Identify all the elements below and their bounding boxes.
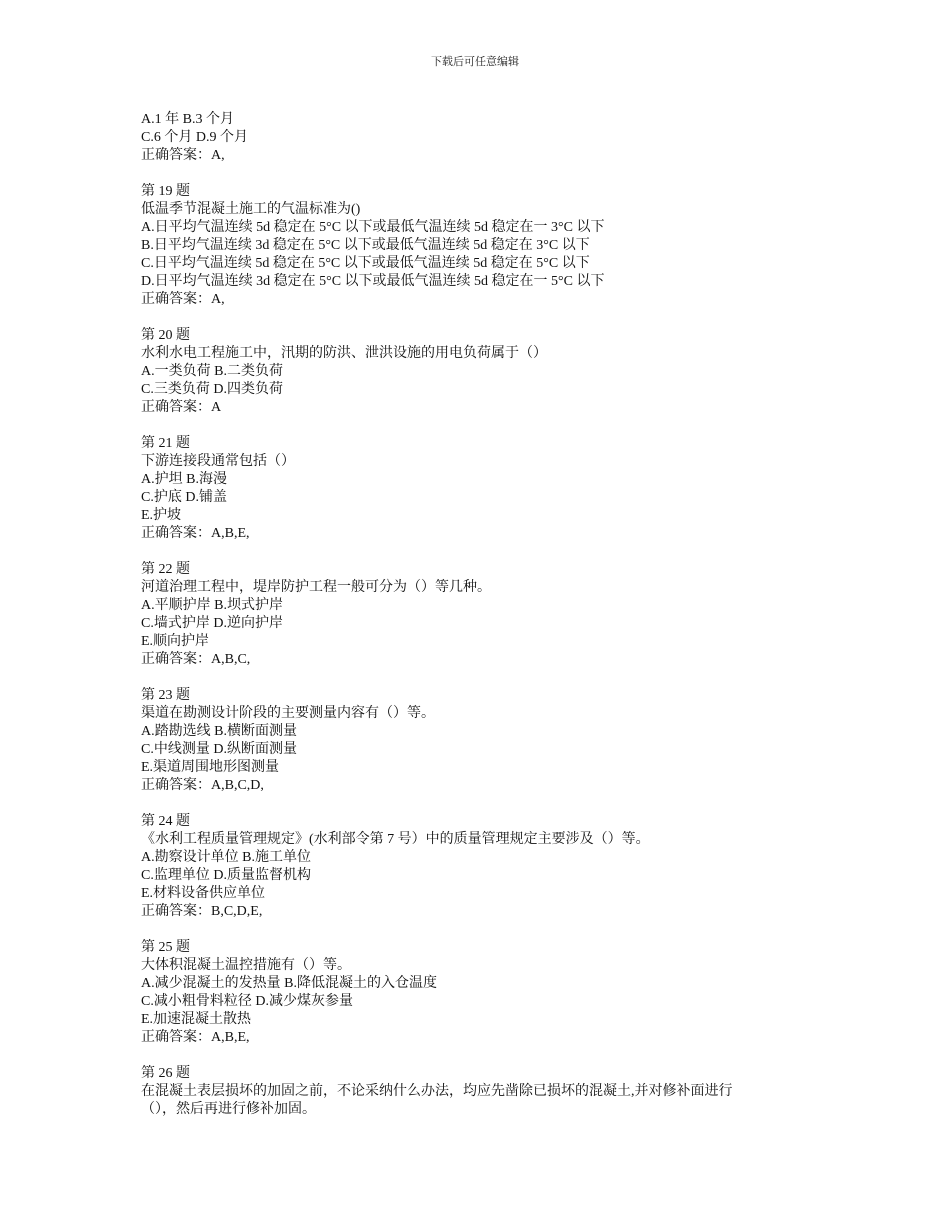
option-line: E.渠道周围地形图测量 bbox=[141, 760, 280, 775]
question-text: 大体积混凝土温控措施有（）等。 bbox=[141, 958, 351, 973]
question-block-20 bbox=[141, 327, 821, 417]
answer-line: 正确答案：A, bbox=[141, 148, 225, 163]
question-block-25 bbox=[141, 939, 821, 1047]
question-number: 第 23 题 bbox=[141, 688, 190, 703]
answer-line: 正确答案：A,B,E, bbox=[141, 1030, 250, 1045]
option-line: E.加速混凝土散热 bbox=[141, 1012, 252, 1027]
page-header: 下载后可任意编辑 bbox=[431, 56, 519, 68]
question-text-continued: （），然后再进行修补加固。 bbox=[141, 1102, 316, 1117]
option-line: A.减少混凝土的发热量 B.降低混凝土的入仓温度 bbox=[141, 976, 437, 991]
question-number: 第 21 题 bbox=[141, 436, 190, 451]
option-line: E.顺向护岸 bbox=[141, 634, 210, 649]
question-block-23 bbox=[141, 687, 821, 795]
option-line: A.一类负荷 B.二类负荷 bbox=[141, 364, 283, 379]
option-line: C.6 个月 D.9 个月 bbox=[141, 130, 248, 145]
question-text: 水利水电工程施工中，汛期的防洪、泄洪设施的用电负荷属于（） bbox=[141, 346, 547, 361]
option-line: A.勘察设计单位 B.施工单位 bbox=[141, 850, 311, 865]
question-block-21 bbox=[141, 435, 821, 543]
option-line: C.日平均气温连续 5d 稳定在 5°C 以下或最低气温连续 5d 稳定在 5°C 以下 bbox=[141, 256, 590, 271]
answer-line: 正确答案：B,C,D,E, bbox=[141, 904, 263, 919]
option-line: C.减小粗骨料粒径 D.减少煤灰参量 bbox=[141, 994, 353, 1009]
question-text: 下游连接段通常包括（） bbox=[141, 454, 295, 469]
question-number: 第 26 题 bbox=[141, 1066, 190, 1081]
question-number: 第 22 题 bbox=[141, 562, 190, 577]
option-line: B.日平均气温连续 3d 稳定在 5°C 以下或最低气温连续 5d 稳定在 3°C 以下 bbox=[141, 238, 590, 253]
option-line: C.三类负荷 D.四类负荷 bbox=[141, 382, 283, 397]
question-block-26 bbox=[141, 1065, 821, 1119]
option-line: C.墙式护岸 D.逆向护岸 bbox=[141, 616, 283, 631]
question-block-22 bbox=[141, 561, 821, 669]
answer-line: 正确答案：A, bbox=[141, 292, 225, 307]
option-line: E.材料设备供应单位 bbox=[141, 886, 266, 901]
question-text: 低温季节混凝土施工的气温标准为() bbox=[141, 202, 361, 217]
option-line: C.中线测量 D.纵断面测量 bbox=[141, 742, 297, 757]
option-line: C.监理单位 D.质量监督机构 bbox=[141, 868, 311, 883]
answer-line: 正确答案：A,B,C,D, bbox=[141, 778, 264, 793]
question-number: 第 25 题 bbox=[141, 940, 190, 955]
question-number: 第 24 题 bbox=[141, 814, 190, 829]
option-line: D.日平均气温连续 3d 稳定在 5°C 以下或最低气温连续 5d 稳定在一 5°C 以下 bbox=[141, 274, 605, 289]
option-line: E.护坡 bbox=[141, 508, 182, 523]
question-block-18-options bbox=[141, 111, 821, 165]
document-body bbox=[141, 111, 821, 1137]
question-text: 《水利工程质量管理规定》(水利部令第 7 号）中的质量管理规定主要涉及（）等。 bbox=[141, 832, 650, 847]
question-text: 在混凝土表层损坏的加固之前，不论采纳什么办法，均应先凿除已损坏的混凝土,并对修补面进行 bbox=[141, 1084, 733, 1099]
question-text: 渠道在勘测设计阶段的主要测量内容有（）等。 bbox=[141, 706, 435, 721]
question-number: 第 20 题 bbox=[141, 328, 190, 343]
question-block-19 bbox=[141, 183, 821, 309]
answer-line: 正确答案：A,B,C, bbox=[141, 652, 251, 667]
question-block-24 bbox=[141, 813, 821, 921]
option-line: A.踏勘选线 B.横断面测量 bbox=[141, 724, 297, 739]
question-number: 第 19 题 bbox=[141, 184, 190, 199]
option-line: A.护坦 B.海漫 bbox=[141, 472, 227, 487]
option-line: A.1 年 B.3 个月 bbox=[141, 112, 234, 127]
question-text: 河道治理工程中，堤岸防护工程一般可分为（）等几种。 bbox=[141, 580, 491, 595]
option-line: A.平顺护岸 B.坝式护岸 bbox=[141, 598, 283, 613]
answer-line: 正确答案：A,B,E, bbox=[141, 526, 250, 541]
option-line: C.护底 D.铺盖 bbox=[141, 490, 227, 505]
answer-line: 正确答案：A bbox=[141, 400, 222, 415]
option-line: A.日平均气温连续 5d 稳定在 5°C 以下或最低气温连续 5d 稳定在一 3°C 以下 bbox=[141, 220, 605, 235]
